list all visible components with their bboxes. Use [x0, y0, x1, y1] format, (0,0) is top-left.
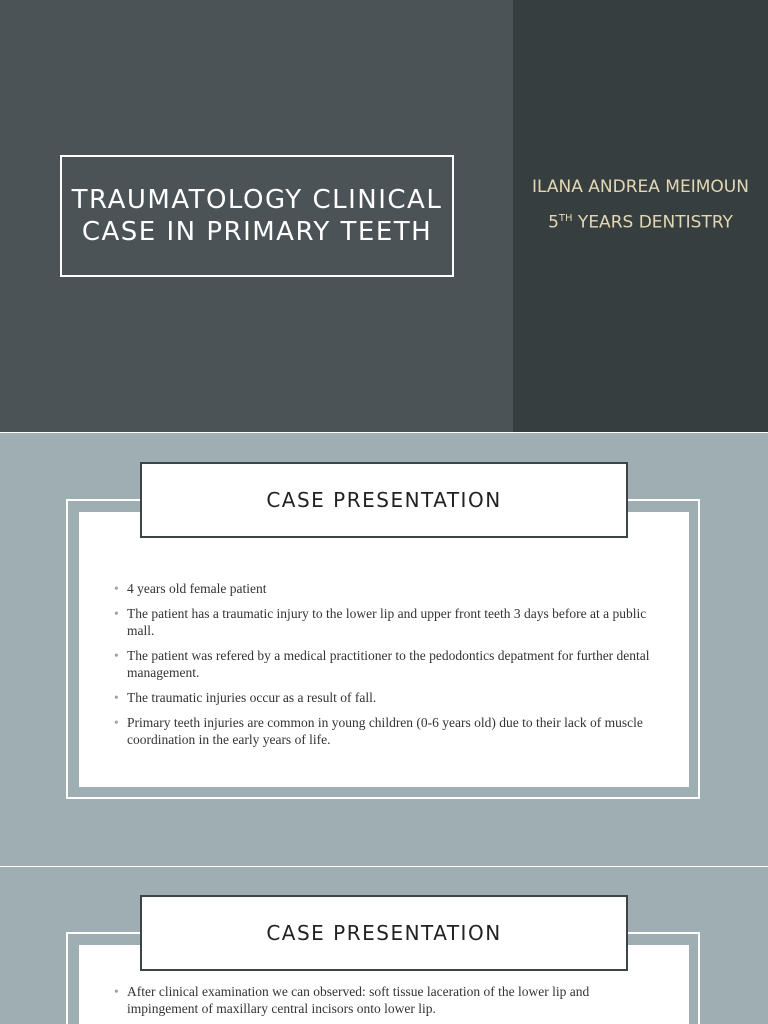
- slide-header: CASE PRESENTATION: [266, 921, 502, 945]
- presentation-title: TRAUMATOLOGY CLINICAL CASE IN PRIMARY TEETH: [71, 185, 443, 247]
- bullet-list: [114, 580, 657, 756]
- case-presentation-slide-2: [0, 867, 768, 1024]
- case-presentation-slide-1: [0, 433, 768, 866]
- bullet-icon: •: [114, 715, 119, 730]
- bullet-icon: •: [114, 690, 119, 705]
- list-item: [114, 647, 657, 681]
- content-card: [79, 512, 689, 787]
- list-item: [114, 580, 657, 597]
- list-item-text: Primary teeth injuries are common in young children (0-6 years old) due to their lack of muscle coordination in the early years of life.: [127, 715, 643, 747]
- year-text: YEARS DENTISTRY: [572, 212, 733, 233]
- author-block: [513, 176, 768, 235]
- year-number: 5: [548, 212, 559, 233]
- year-suffix: TH: [558, 213, 573, 224]
- list-item-text: The traumatic injuries occur as a result of fall.: [127, 690, 377, 705]
- list-item: [114, 605, 657, 639]
- title-box: [60, 155, 454, 277]
- slide-header-box: [140, 895, 628, 971]
- list-item: [114, 714, 657, 748]
- bullet-icon: •: [114, 606, 119, 621]
- slide-header-box: [140, 462, 628, 538]
- author-name: ILANA ANDREA MEIMOUN: [532, 177, 749, 197]
- author-year: [513, 207, 768, 235]
- list-item: [114, 983, 657, 1017]
- slide-header: CASE PRESENTATION: [266, 488, 502, 512]
- list-item-text: The patient has a traumatic injury to the lower lip and upper front teeth 3 days before at a public mall.: [127, 606, 647, 638]
- bullet-icon: •: [114, 984, 119, 999]
- list-item: [114, 689, 657, 706]
- title-slide: [0, 0, 768, 432]
- bullet-icon: •: [114, 581, 119, 596]
- list-item-text: After clinical examination we can observed: soft tissue laceration of the lower lip and impingement of maxillary central incisors onto lower lip.: [127, 984, 590, 1016]
- bullet-icon: •: [114, 648, 119, 663]
- list-item-text: The patient was refered by a medical practitioner to the pedodontics depatment for further dental management.: [127, 648, 650, 680]
- bullet-list: [114, 983, 657, 1024]
- list-item-text: 4 years old female patient: [127, 581, 267, 596]
